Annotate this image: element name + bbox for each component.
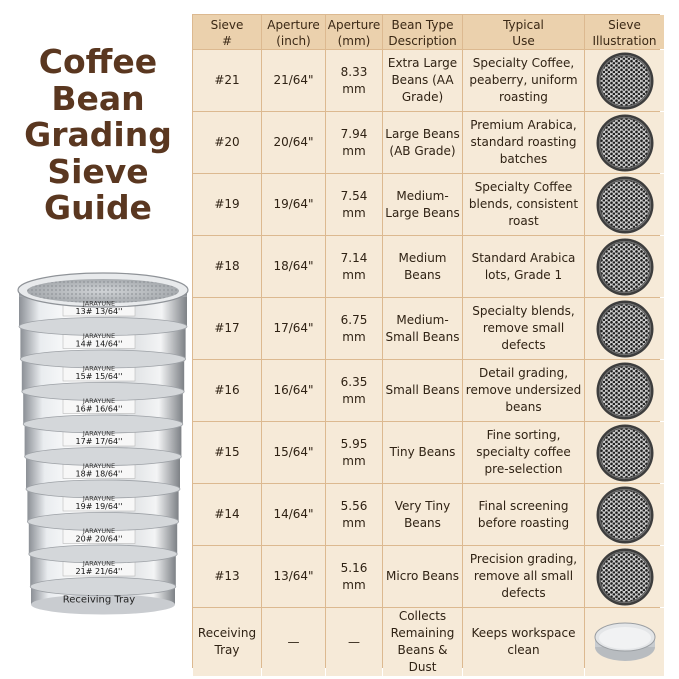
tray-label: Receiving Tray (62, 594, 136, 606)
cell-bean-type: Very Tiny Beans (383, 484, 462, 545)
cell-sieve: #16 (193, 360, 261, 421)
stack-size-label: 14# 14/64'' (75, 339, 123, 349)
stack-size-label: 19# 19/64'' (75, 502, 123, 511)
title-line: Coffee (38, 42, 158, 81)
sieve-mesh-icon (585, 484, 664, 545)
cell-mm: 5.16 mm (326, 546, 382, 607)
title-line: Grading (24, 115, 172, 154)
header-sieve: Sieve # (193, 15, 261, 49)
stack-size-label: 18# 18/64'' (75, 469, 123, 479)
cell-use: Final screening before roasting (463, 484, 584, 545)
sieve-mesh-icon (585, 174, 664, 235)
tray-icon (585, 608, 664, 676)
stack-size-label: 17# 17/64'' (75, 437, 123, 446)
sieve-table (192, 14, 660, 674)
stack-size-label: 13# 13/64'' (75, 307, 123, 316)
sieve-mesh-icon (585, 360, 664, 421)
cell-sieve: #15 (193, 422, 261, 483)
cell-inch: 14/64" (262, 484, 325, 545)
cell-sieve: Receiving Tray (193, 608, 261, 676)
sieve-mesh-icon (585, 236, 664, 297)
sieve-stack-photo (14, 272, 192, 672)
cell-mm: 7.14 mm (326, 236, 382, 297)
cell-mm: 6.35 mm (326, 360, 382, 421)
cell-use: Detail grading, remove undersized beans (463, 360, 584, 421)
stack-brand-label: JARAYUNE (82, 527, 116, 535)
stack-size-label: 21# 21/64'' (75, 567, 123, 576)
cell-mm: 7.54 mm (326, 174, 382, 235)
stack-brand-label: JARAYUNE (82, 364, 116, 373)
cell-bean-type: Medium Beans (383, 236, 462, 297)
cell-mm: 7.94 mm (326, 112, 382, 173)
stack-brand-label: JARAYUNE (82, 299, 116, 308)
cell-use: Fine sorting, specialty coffee pre-selection (463, 422, 584, 483)
stack-size-label: 16# 16/64'' (75, 404, 123, 414)
header-aperture-inch: Aperture (inch) (262, 15, 325, 49)
cell-inch: 15/64" (262, 422, 325, 483)
cell-sieve: #13 (193, 546, 261, 607)
cell-bean-type: Medium-Large Beans (383, 174, 462, 235)
cell-sieve: #19 (193, 174, 261, 235)
cell-use: Standard Arabica lots, Grade 1 (463, 236, 584, 297)
title-line: Sieve (47, 151, 149, 191)
cell-mm: 8.33 mm (326, 50, 382, 111)
cell-mm: 5.95 mm (326, 422, 382, 483)
cell-bean-type: Extra Large Beans (AA Grade) (383, 50, 462, 111)
cell-inch: 21/64" (262, 50, 325, 111)
stack-brand-label: JARAYUNE (82, 462, 116, 470)
cell-inch: 17/64" (262, 298, 325, 359)
cell-inch: 13/64" (262, 546, 325, 607)
title-line: Bean (51, 78, 145, 118)
cell-use: Premium Arabica, standard roasting batches (463, 112, 584, 173)
cell-sieve: #14 (193, 484, 261, 545)
cell-sieve: #20 (193, 112, 261, 173)
cell-bean-type: Collects Remaining Beans & Dust (383, 608, 462, 676)
cell-inch: 20/64" (262, 112, 325, 173)
stack-brand-label: JARAYUNE (82, 429, 116, 438)
cell-use: Keeps workspace clean (463, 608, 584, 676)
stack-brand-label: JARAYUNE (82, 494, 116, 503)
cell-inch: 18/64" (262, 236, 325, 297)
sieve-mesh-icon (585, 50, 664, 111)
cell-mm: 6.75 mm (326, 298, 382, 359)
cell-mm: — (326, 608, 382, 676)
cell-bean-type: Small Beans (383, 360, 462, 421)
sieve-mesh-icon (585, 546, 664, 607)
cell-mm: 5.56 mm (326, 484, 382, 545)
page-title (8, 44, 188, 227)
sieve-mesh-icon (585, 298, 664, 359)
cell-use: Specialty Coffee, peaberry, uniform roasting (463, 50, 584, 111)
stack-brand-label: JARAYUNE (82, 332, 116, 340)
header-illustration: Sieve Illustration (585, 15, 664, 49)
cell-bean-type: Large Beans (AB Grade) (383, 112, 462, 173)
cell-use: Precision grading, remove all small defects (463, 546, 584, 607)
header-bean-type: Bean Type Description (383, 15, 462, 49)
cell-use: Specialty blends, remove small defects (463, 298, 584, 359)
stack-size-label: 15# 15/64'' (75, 372, 123, 381)
header-typical-use: Typical Use (463, 15, 584, 49)
cell-use: Specialty Coffee blends, consistent roast (463, 174, 584, 235)
stack-brand-label: JARAYUNE (82, 559, 116, 568)
stack-size-label: 20# 20/64'' (75, 534, 123, 544)
cell-inch: — (262, 608, 325, 676)
header-aperture-mm: Aperture (mm) (326, 15, 382, 49)
cell-sieve: #21 (193, 50, 261, 111)
cell-bean-type: Micro Beans (383, 546, 462, 607)
cell-inch: 19/64" (262, 174, 325, 235)
cell-sieve: #17 (193, 298, 261, 359)
stack-brand-label: JARAYUNE (82, 397, 116, 405)
cell-bean-type: Tiny Beans (383, 422, 462, 483)
cell-bean-type: Medium-Small Beans (383, 298, 462, 359)
cell-inch: 16/64" (262, 360, 325, 421)
title-line: Guide (44, 188, 152, 227)
sieve-mesh-icon (585, 112, 664, 173)
sieve-mesh-icon (585, 422, 664, 483)
cell-sieve: #18 (193, 236, 261, 297)
